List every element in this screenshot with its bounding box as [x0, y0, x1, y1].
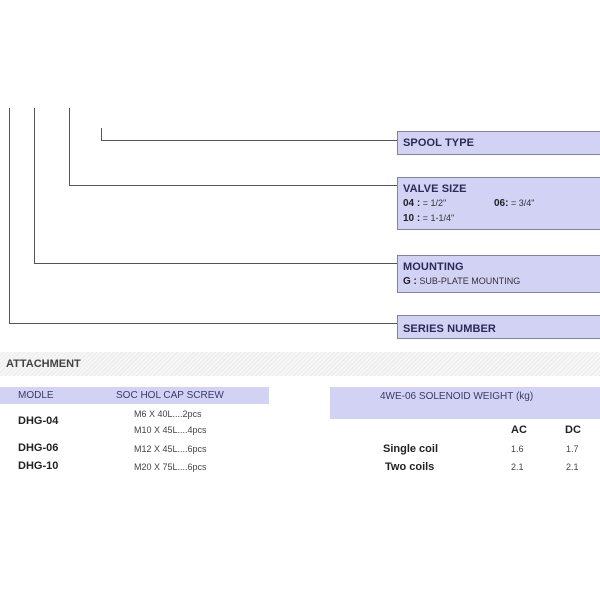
series-number-title: SERIES NUMBER	[403, 323, 496, 335]
tree-line-spool-h	[101, 140, 397, 141]
spool-type-title: SPOOL TYPE	[403, 137, 475, 149]
attachment-title: ATTACHMENT	[6, 358, 81, 370]
series-number-box	[397, 315, 600, 339]
model-dhg-04: DHG-04	[18, 415, 59, 427]
valve-size-06-value: = 3/4"	[510, 198, 535, 208]
screw-dhg-10: M20 X 75L....6pcs	[134, 462, 207, 472]
single-coil-dc: 1.7	[566, 444, 579, 454]
valve-size-10-value: = 1-1/4"	[422, 213, 455, 223]
valve-size-06-code: 06:	[494, 198, 509, 209]
col-dc: DC	[565, 424, 581, 436]
valve-size-06	[494, 198, 534, 209]
valve-size-box	[397, 177, 600, 230]
mounting-g	[403, 276, 520, 287]
spool-type-box	[397, 131, 600, 155]
screw-dhg-06: M12 X 45L....6pcs	[134, 444, 207, 454]
screw-dhg-04-b: M10 X 45L....4pcs	[134, 425, 207, 435]
valve-size-10	[403, 213, 454, 224]
valve-size-04-value: = 1/2"	[422, 198, 447, 208]
mounting-box	[397, 255, 600, 293]
valve-size-10-code: 10 :	[403, 213, 421, 224]
tree-line-size-h	[69, 185, 397, 186]
tree-line-series-h	[9, 323, 397, 324]
tree-line-series-v	[9, 108, 10, 323]
single-coil-ac: 1.6	[511, 444, 524, 454]
row-two-coils: Two coils	[385, 461, 435, 473]
tree-line-spool-v	[101, 128, 102, 140]
model-dhg-10: DHG-10	[18, 460, 59, 472]
tree-line-size-v	[69, 108, 70, 185]
valve-size-title: VALVE SIZE	[403, 183, 467, 195]
tree-line-mount-h	[34, 263, 397, 264]
tree-line-mount-v	[34, 108, 35, 263]
weight-table-header	[330, 387, 600, 419]
row-single-coil: Single coil	[383, 443, 439, 455]
model-dhg-06: DHG-06	[18, 442, 59, 454]
mounting-title: MOUNTING	[403, 261, 464, 273]
attachment-banner	[0, 352, 600, 376]
valve-size-04-code: 04 :	[403, 198, 421, 209]
valve-size-04	[403, 198, 446, 209]
two-coils-ac: 2.1	[511, 462, 524, 472]
col-ac: AC	[511, 424, 527, 436]
screw-table-header	[0, 387, 269, 404]
mounting-g-value: SUB-PLATE MOUNTING	[419, 276, 521, 286]
header-model: MODLE	[18, 390, 54, 401]
screw-dhg-04-a: M6 X 40L....2pcs	[134, 409, 202, 419]
header-screw: SOC HOL CAP SCREW	[116, 390, 224, 401]
mounting-g-code: G :	[403, 276, 417, 287]
weight-header-title: 4WE-06 SOLENOID WEIGHT (kg)	[380, 391, 534, 402]
two-coils-dc: 2.1	[566, 462, 579, 472]
